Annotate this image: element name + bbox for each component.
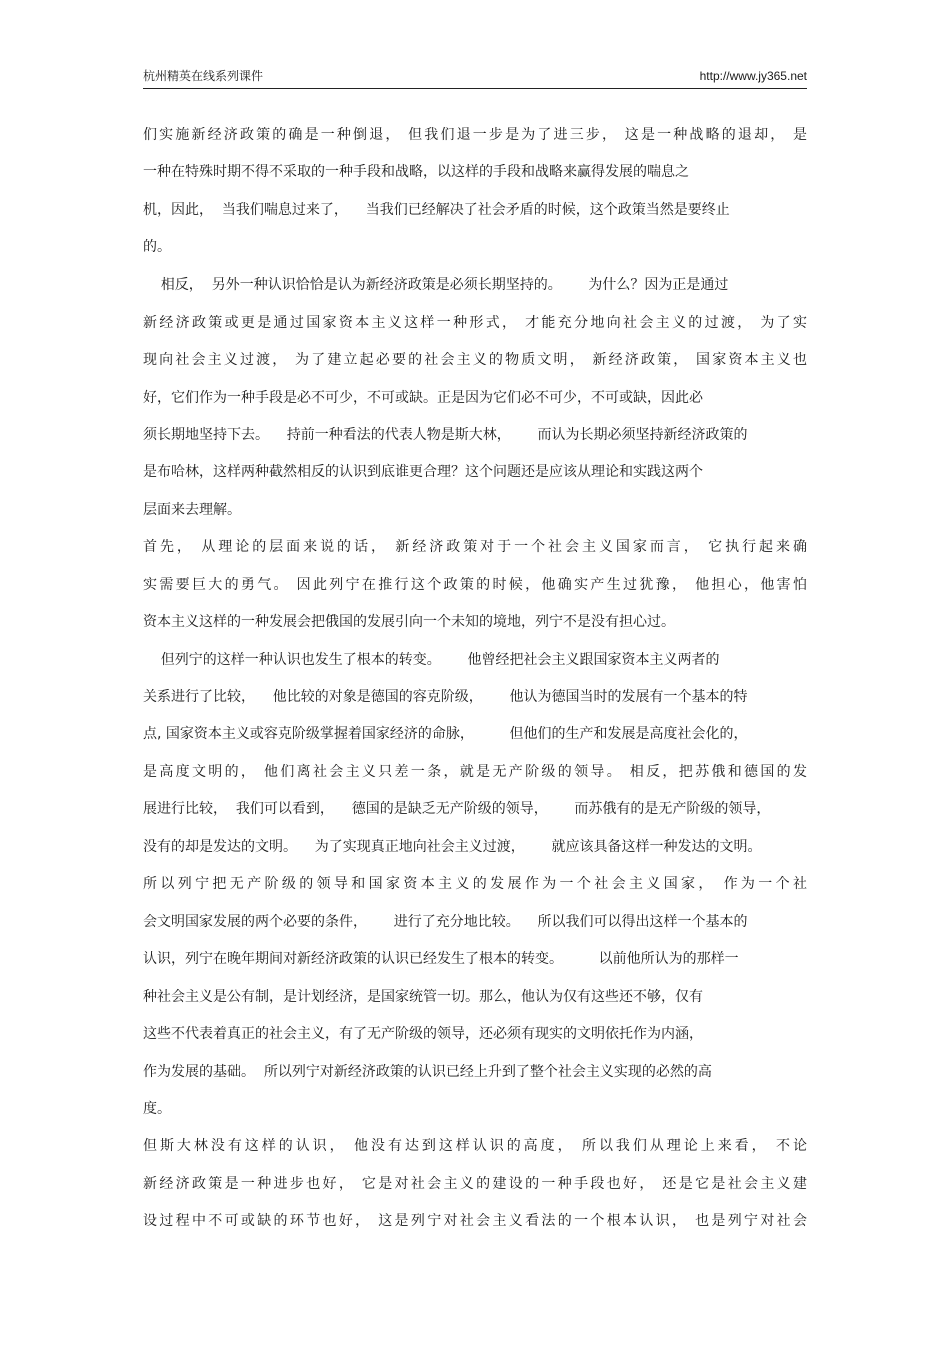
body-line: 所以列宁把无产阶级的领导和国家资本主义的发展作为一个社会主义国家， 作为一个社 xyxy=(143,876,807,892)
body-line: 关系进行了比较， 他比较的对象是德国的容克阶级， 他认为德国当时的发展有一个基本的特 xyxy=(143,689,748,705)
body-line: 好，它们作为一种手段是必不可少，不可或缺。正是因为它们必不可少，不可或缺，因此必 xyxy=(143,390,703,406)
header-left-title: 杭州精英在线系列课件 xyxy=(143,69,264,83)
body-line: 须长期地坚持下去。 持前一种看法的代表人物是斯大林， 而认为长期必须坚持新经济政策的 xyxy=(143,427,748,443)
body-line: 但列宁的这样一种认识也发生了根本的转变。 他曾经把社会主义跟国家资本主义两者的 xyxy=(143,652,720,668)
body-line: 新经济政策或更是通过国家资本主义这样一种形式， 才能充分地向社会主义的过渡， 为了实 xyxy=(143,315,807,331)
body-line: 点, 国家资本主义或容克阶级掌握着国家经济的命脉， 但他们的生产和发展是高度社会化的， xyxy=(143,726,748,742)
body-line: 相反， 另外一种认识恰恰是认为新经济政策是必须长期坚持的。 为什么？因为正是通过 xyxy=(143,277,729,293)
body-line: 但斯大林没有这样的认识， 他没有达到这样认识的高度， 所以我们从理论上来看， 不论 xyxy=(143,1138,807,1154)
body-line: 资本主义这样的一种发展会把俄国的发展引向一个未知的境地，列宁不是没有担心过。 xyxy=(143,614,675,630)
body-line: 种社会主义是公有制，是计划经济，是国家统管一切。那么，他认为仅有这些还不够，仅有 xyxy=(143,989,703,1005)
body-line: 设过程中不可或缺的环节也好， 这是列宁对社会主义看法的一个根本认识， 也是列宁对社会 xyxy=(143,1213,807,1229)
header-right-url: http://www.jy365.net xyxy=(699,69,807,83)
body-line: 首先， 从理论的层面来说的话， 新经济政策对于一个社会主义国家而言， 它执行起来确 xyxy=(143,539,807,555)
body-line: 实需要巨大的勇气。 因此列宁在推行这个政策的时候，他确实产生过犹豫， 他担心，他害怕 xyxy=(143,577,807,593)
body-line: 是布哈林，这样两种截然相反的认识到底谁更合理？这个问题还是应该从理论和实践这两个 xyxy=(143,464,703,480)
body-line: 机，因此， 当我们喘息过来了， 当我们已经解决了社会矛盾的时候，这个政策当然是要终止 xyxy=(143,202,730,218)
body-line: 会文明国家发展的两个必要的条件， 进行了充分地比较。 所以我们可以得出这样一个基本的 xyxy=(143,914,748,930)
body-line: 展进行比较， 我们可以看到， 德国的是缺乏无产阶级的领导， 而苏俄有的是无产阶级的领导， xyxy=(143,801,771,817)
body-line: 作为发展的基础。 所以列宁对新经济政策的认识已经上升到了整个社会主义实现的必然的高 xyxy=(143,1064,712,1080)
body-line: 现向社会主义过渡， 为了建立起必要的社会主义的物质文明， 新经济政策， 国家资本主义也 xyxy=(143,352,807,368)
body-line: 认识，列宁在晚年期间对新经济政策的认识已经发生了根本的转变。 以前他所认为的那样一 xyxy=(143,951,739,967)
body-line: 一种在特殊时期不得不采取的一种手段和战略，以这样的手段和战略来赢得发展的喘息之 xyxy=(143,164,689,180)
body-line: 的。 xyxy=(143,239,171,255)
body-line: 这些不代表着真正的社会主义，有了无产阶级的领导，还必须有现实的文明依托作为内涵， xyxy=(143,1026,703,1042)
body-line: 们实施新经济政策的确是一种倒退， 但我们退一步是为了进三步， 这是一种战略的退却， 是 xyxy=(143,127,807,143)
header-divider xyxy=(143,88,807,89)
body-line: 新经济政策是一种进步也好， 它是对社会主义的建设的一种手段也好， 还是它是社会主义建 xyxy=(143,1176,807,1192)
body-line: 层面来去理解。 xyxy=(143,502,241,518)
body-line: 没有的却是发达的文明。 为了实现真正地向社会主义过渡， 就应该具备这样一种发达的文明。 xyxy=(143,839,762,855)
body-line: 是高度文明的， 他们离社会主义只差一条，就是无产阶级的领导。 相反，把苏俄和德国的发 xyxy=(143,764,807,780)
body-line: 度。 xyxy=(143,1101,171,1117)
